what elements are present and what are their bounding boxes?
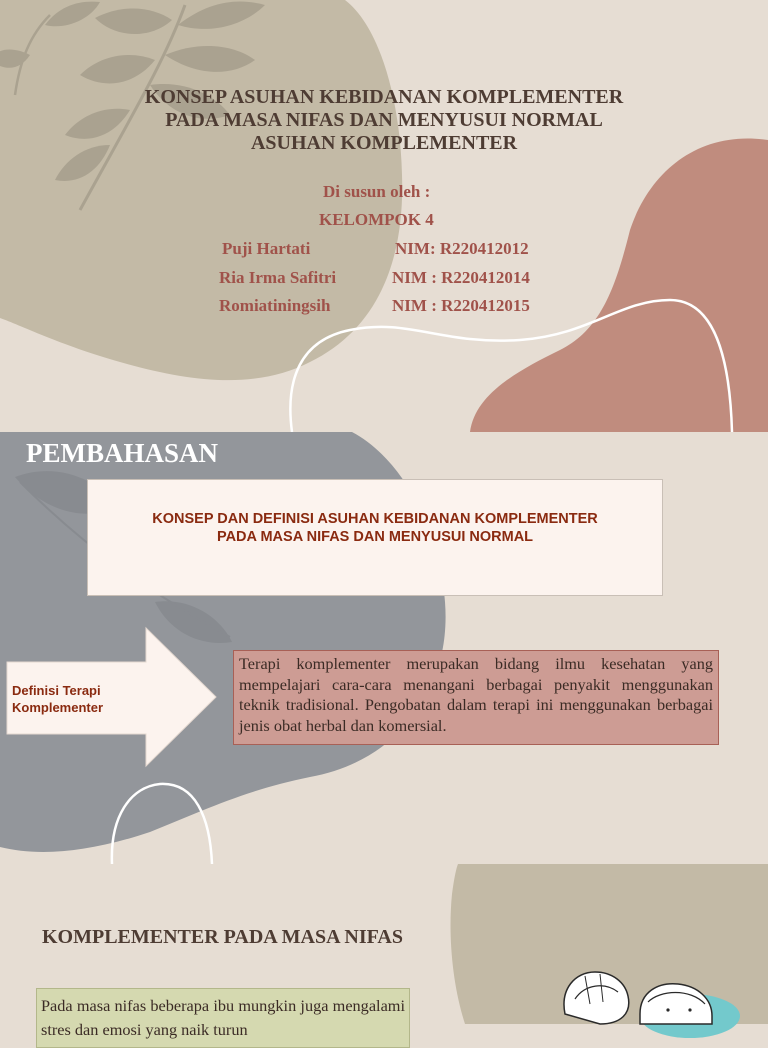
composed-by-label: Di susun oleh : [323, 182, 431, 201]
title-line-2: PADA MASA NIFAS DAN MENYUSUI NORMAL [165, 109, 603, 131]
member-name-3: Romiatiningsih [219, 296, 331, 315]
title-line-1: KONSEP ASUHAN KEBIDANAN KOMPLEMENTER [144, 86, 624, 108]
concept-box-text [88, 510, 662, 546]
title-line-3: ASUHAN KOMPLEMENTER [250, 132, 518, 154]
slide3-title: KOMPLEMENTER PADA MASA NIFAS [42, 926, 403, 948]
arrow-label-line-2: Komplementer [12, 700, 104, 715]
concept-line-1: KONSEP DAN DEFINISI ASUHAN KEBIDANAN KOMPLEMENTER [152, 511, 598, 527]
member-name-2: Ria Irma Safitri [219, 268, 337, 287]
concept-box [87, 479, 663, 596]
member-name-1: Puji Hartati [222, 239, 311, 258]
member-nim-2: NIM : R220412014 [392, 268, 530, 287]
nifas-text-box: Pada masa nifas beberapa ibu mungkin juga mengalami stres dan emosi yang naik turun [36, 988, 410, 1048]
member-nim-1: NIM: R220412012 [395, 239, 529, 258]
concept-line-2: PADA MASA NIFAS DAN MENYUSUI NORMAL [216, 529, 534, 545]
title-slide [0, 0, 768, 432]
definition-box: Terapi komplementer merupakan bidang ilmu kesehatan yang mempelajari cara-cara menangani berbagai penyakit menggunakan teknik tradisional. Pengobatan dalam terapi ini menggunakan berbagai jenis obat herbal dan komersial. [233, 650, 719, 745]
group-label: KELOMPOK 4 [319, 210, 434, 229]
member-nim-3: NIM : R220412015 [392, 296, 530, 315]
arrow-label [12, 682, 103, 716]
section-title: PEMBAHASAN [26, 438, 219, 468]
presentation-title [0, 86, 768, 155]
arrow-label-line-1: Definisi Terapi [12, 683, 101, 698]
nifas-slide [0, 864, 768, 1039]
pembahasan-slide [0, 432, 768, 864]
